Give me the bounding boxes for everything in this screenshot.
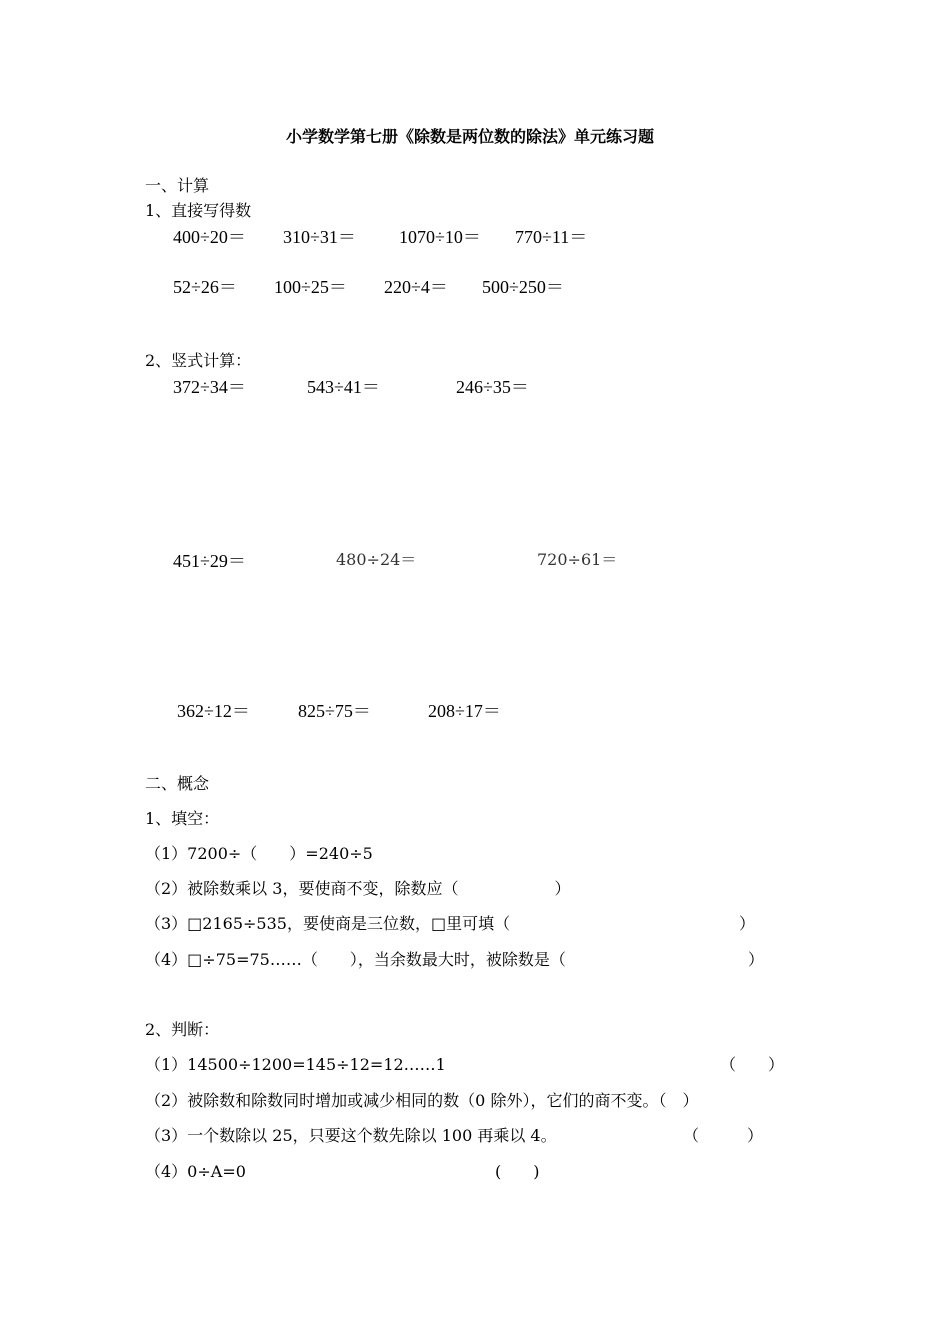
mental-math-item: 500÷250＝ — [482, 277, 564, 297]
judge-answer-bracket: （ ） — [720, 1055, 785, 1074]
mental-math-item: 770÷11＝ — [515, 227, 588, 247]
judge-answer-bracket: （ ） — [683, 1126, 764, 1145]
long-division-item: 480÷24＝ — [336, 550, 417, 569]
judge-heading: 2、判断： — [145, 1020, 220, 1039]
section-1-heading: 一、计算 — [145, 176, 210, 195]
fill-blank-close-bracket: ） — [739, 914, 756, 933]
mental-math-item: 100÷25＝ — [274, 277, 347, 297]
long-division-item: 246÷35＝ — [456, 377, 529, 397]
part-1-heading: 1、直接写得数 — [145, 201, 252, 220]
long-division-item: 720÷61＝ — [537, 550, 618, 569]
fill-blank-item: （2）被除数乘以 3，要使商不变，除数应（ ） — [145, 879, 571, 898]
page-title: 小学数学第七册《除数是两位数的除法》单元练习题 — [286, 127, 655, 146]
judge-item: （2）被除数和除数同时增加或减少相同的数（0 除外），它们的商不变。（ ） — [145, 1091, 699, 1110]
judge-item: （4）0÷A=0 — [145, 1162, 246, 1181]
mental-math-item: 220÷4＝ — [384, 277, 448, 297]
judge-item: （1）14500÷1200=145÷12=12……1 — [145, 1055, 446, 1074]
fill-blank-heading: 1、填空： — [145, 809, 220, 828]
mental-math-item: 400÷20＝ — [173, 227, 246, 247]
mental-math-item: 1070÷10＝ — [399, 227, 481, 247]
fill-blank-item: （4）□÷75=75……（ ），当余数最大时，被除数是（ — [145, 950, 566, 969]
long-division-item: 372÷34＝ — [173, 377, 246, 397]
part-2-heading: 2、竖式计算： — [145, 351, 252, 370]
long-division-item: 451÷29＝ — [173, 551, 246, 571]
section-2-heading: 二、概念 — [145, 774, 210, 793]
fill-blank-item: （3）□2165÷535，要使商是三位数，□里可填（ — [145, 914, 511, 933]
fill-blank-close-bracket: ） — [748, 950, 765, 969]
mental-math-item: 52÷26＝ — [173, 277, 237, 297]
mental-math-item: 310÷31＝ — [283, 227, 356, 247]
long-division-item: 362÷12＝ — [177, 701, 250, 721]
judge-item: （3）一个数除以 25，只要这个数先除以 100 再乘以 4。 — [145, 1126, 557, 1145]
long-division-item: 825÷75＝ — [298, 701, 371, 721]
long-division-item: 208÷17＝ — [428, 701, 501, 721]
judge-answer-bracket: ( ) — [495, 1162, 540, 1181]
fill-blank-item: （1）7200÷（ ）=240÷5 — [145, 844, 373, 863]
long-division-item: 543÷41＝ — [307, 377, 380, 397]
